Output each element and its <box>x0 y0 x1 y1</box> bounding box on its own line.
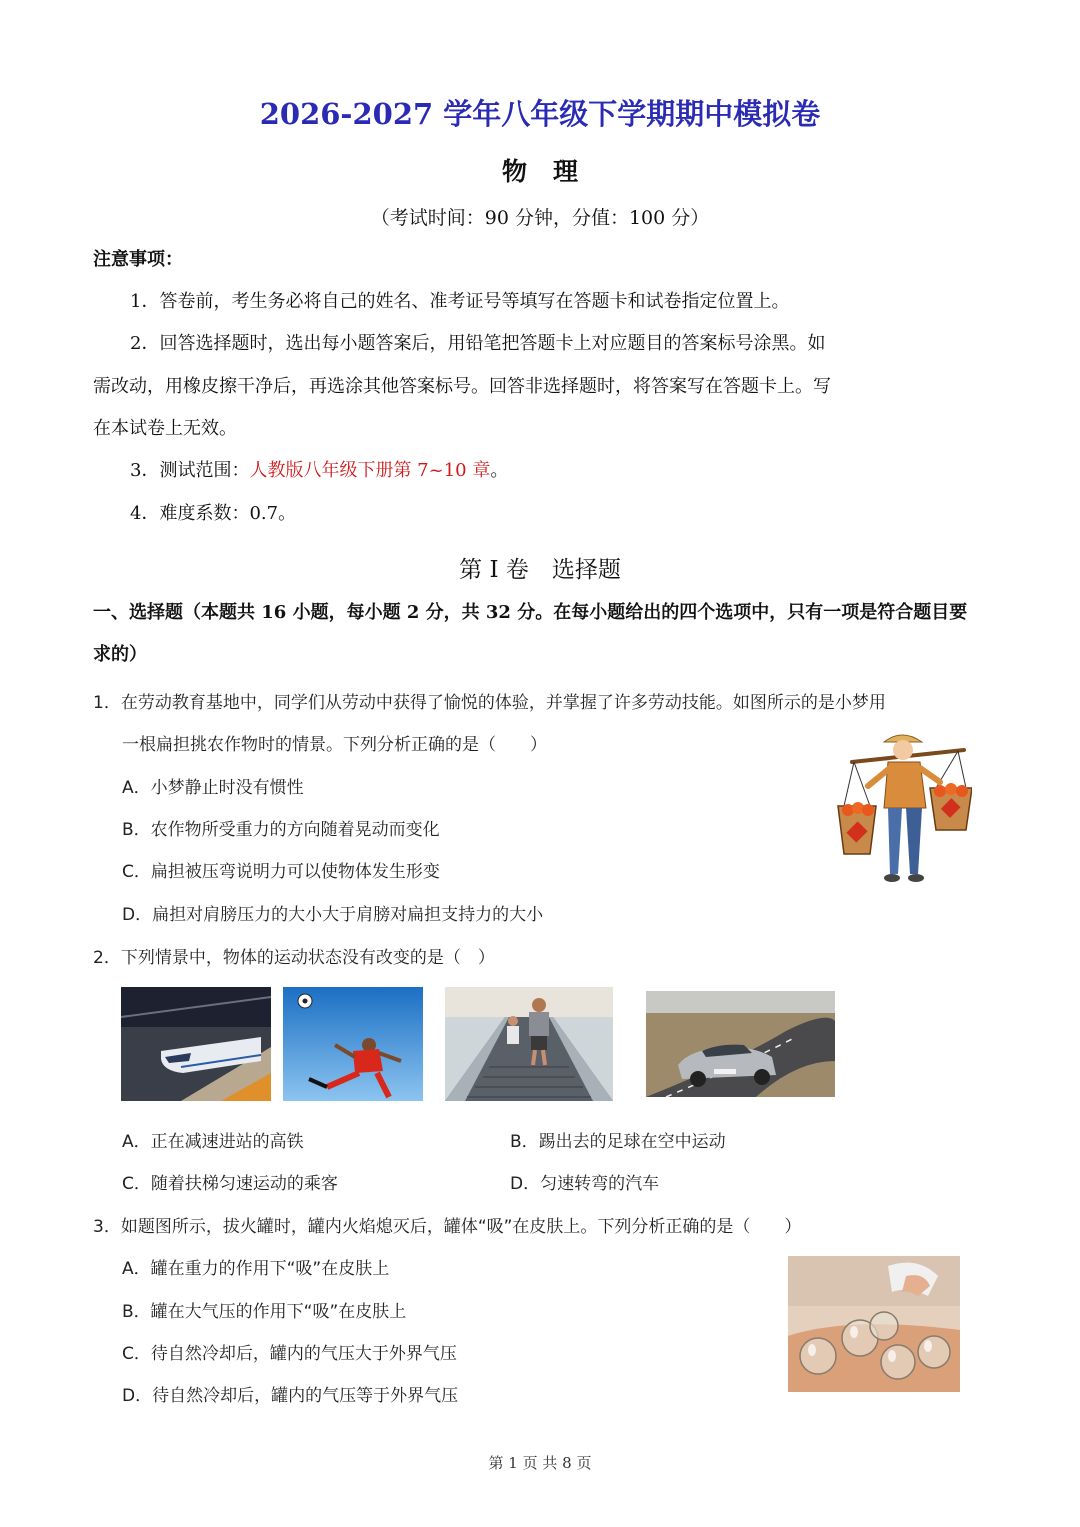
q1-option-a: A．小梦静止时没有惯性 <box>122 778 304 798</box>
q1-option-b: B．农作物所受重力的方向随着晃动而变化 <box>122 820 440 840</box>
exam-info: （考试时间：90 分钟，分值：100 分） <box>370 207 710 229</box>
q3-option-d: D．待自然冷却后，罐内的气压等于外界气压 <box>122 1386 459 1406</box>
q3-option-b: B．罐在大气压的作用下“吸”在皮肤上 <box>122 1302 407 1322</box>
notice-item-2-line1: 2．回答选择题时，选出每小题答案后，用铅笔把答题卡上对应题目的答案标号涂黑。如 <box>130 333 826 354</box>
q2-option-d: D．匀速转弯的汽车 <box>510 1174 660 1194</box>
part-heading-line1: 一、选择题（本题共 16 小题，每小题 2 分，共 32 分。在每小题给出的四个选项中，只有一项是符合题目要 <box>93 602 968 623</box>
notice-heading: 注意事项： <box>93 249 183 270</box>
q3-option-a: A．罐在重力的作用下“吸”在皮肤上 <box>122 1259 390 1279</box>
section-title: 第 I 卷 选择题 <box>459 557 621 583</box>
subject-title: 物理 <box>501 157 604 186</box>
car-turning-image <box>646 991 835 1097</box>
exam-title: 2026-2027 学年八年级下学期期中模拟卷 <box>259 97 821 131</box>
q1-stem-line2: 一根扁担挑农作物时的情景。下列分析正确的是（ ） <box>122 735 547 755</box>
q1-option-c: C．扁担被压弯说明力可以使物体发生形变 <box>122 862 440 882</box>
notice-item-1: 1．答卷前，考生务必将自己的姓名、准考证号等填写在答题卡和试卷指定位置上。 <box>130 291 790 312</box>
escalator-passengers-image <box>445 987 613 1101</box>
notice-item-2-line2: 需改动，用橡皮擦干净后，再选涂其他答案标号。回答非选择题时，将答案写在答题卡上。写 <box>93 376 831 397</box>
notice-item-2-line3: 在本试卷上无效。 <box>93 418 237 439</box>
notice-item-3-prefix: 3．测试范围： <box>130 460 250 481</box>
q1-option-d: D．扁担对肩膀压力的大小大于肩膀对扁担支持力的大小 <box>122 905 544 925</box>
notice-item-3 <box>130 461 508 481</box>
q2-option-c: C．随着扶梯匀速运动的乘客 <box>122 1174 338 1194</box>
q3-stem: 3．如题图所示，拔火罐时，罐内火焰熄灭后，罐体“吸”在皮肤上。下列分析正确的是（ ） <box>93 1217 802 1237</box>
page-number: 第 1 页 共 8 页 <box>488 1454 592 1472</box>
notice-item-4: 4．难度系数：0.7。 <box>130 503 297 524</box>
test-range: 人教版八年级下册第 7~10 章 <box>249 460 491 481</box>
q3-option-c: C．待自然冷却后，罐内的气压大于外界气压 <box>122 1344 457 1364</box>
soccer-kick-image <box>283 987 423 1101</box>
q2-option-b: B．踢出去的足球在空中运动 <box>510 1132 726 1152</box>
farmer-carrying-pole-image <box>832 728 972 886</box>
high-speed-train-image <box>121 987 271 1101</box>
cupping-therapy-image <box>788 1256 960 1392</box>
q1-stem-line1: 1．在劳动教育基地中，同学们从劳动中获得了愉悦的体验，并掌握了许多劳动技能。如图所示的是小梦用 <box>93 693 886 713</box>
q2-stem: 2．下列情景中，物体的运动状态没有改变的是（ ） <box>93 948 495 968</box>
q2-option-a: A．正在减速进站的高铁 <box>122 1132 304 1152</box>
notice-item-3-suffix: 。 <box>490 460 509 481</box>
part-heading-line2: 求的） <box>93 644 147 665</box>
